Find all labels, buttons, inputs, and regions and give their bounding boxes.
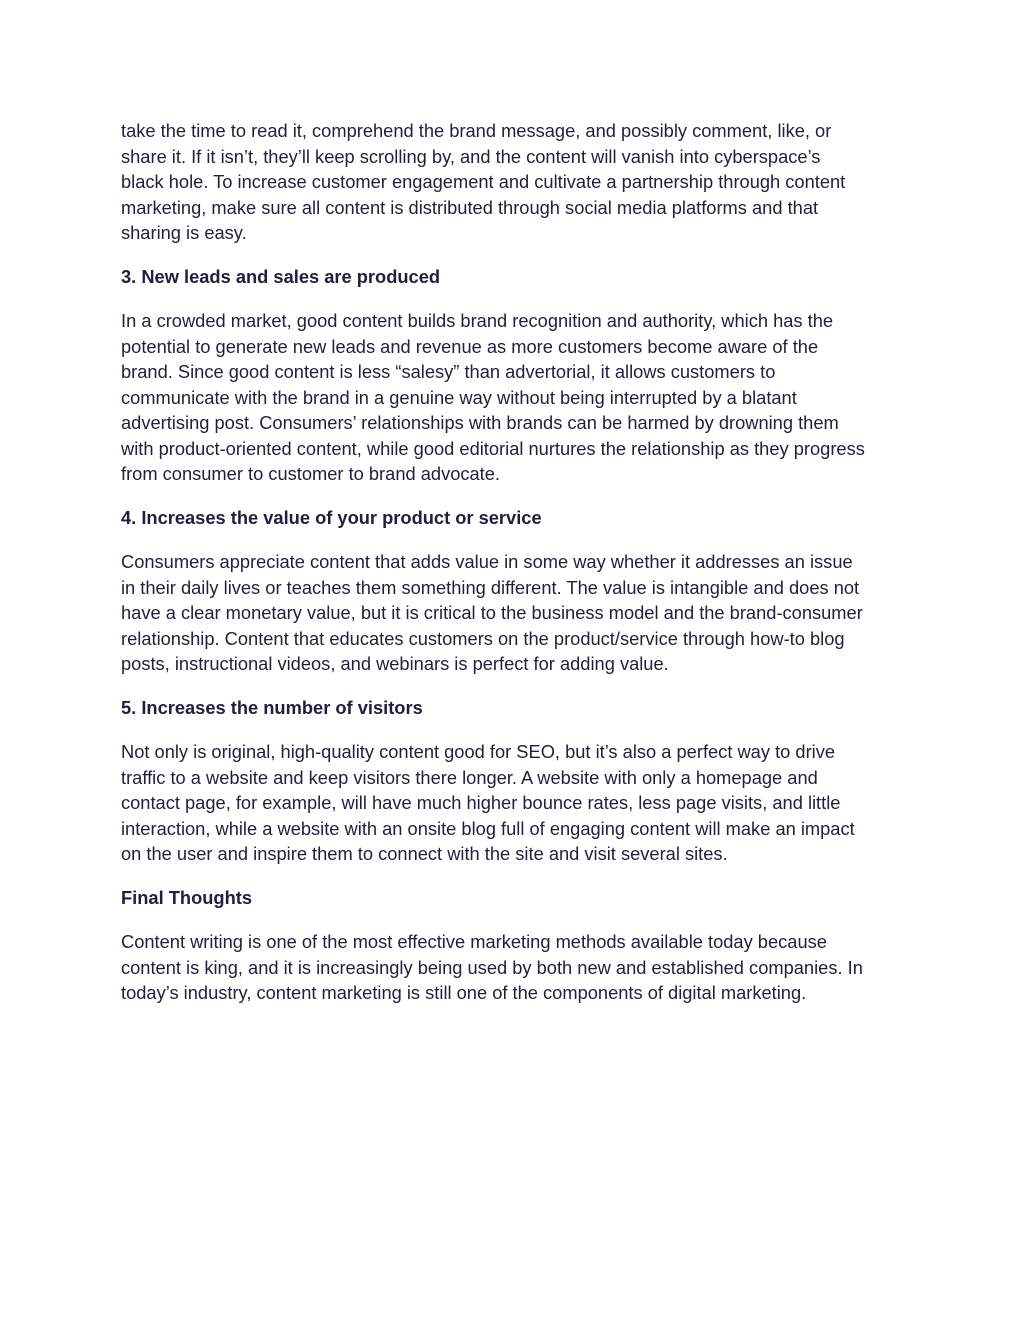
text-line: traffic to a website and keep visitors there longer. A website with only a homepage and bbox=[121, 766, 818, 788]
text-line: interaction, while a website with an onsite blog full of engaging content will make an impact bbox=[121, 817, 855, 839]
text-line: advertising post. Consumers’ relationships with brands can be harmed by drowning them bbox=[121, 412, 839, 433]
paragraph-final-thoughts bbox=[121, 929, 911, 1006]
text-line: communicate with the brand in a genuine way without being interrupted by a blatant bbox=[121, 386, 797, 408]
heading-text: Final Thoughts bbox=[121, 887, 252, 908]
text-line: relationship. Content that educates customers on the product/service through how-to blog bbox=[121, 627, 845, 649]
text-line: posts, instructional videos, and webinars is perfect for adding value. bbox=[121, 653, 669, 674]
text-line: sharing is easy. bbox=[121, 222, 247, 243]
document-body bbox=[121, 118, 911, 1024]
text-line: from consumer to customer to brand advocate. bbox=[121, 463, 501, 484]
section-heading-final-thoughts bbox=[121, 885, 911, 911]
heading-text: 4. Increases the value of your product or service bbox=[121, 507, 542, 528]
paragraph-intro-continued bbox=[121, 118, 911, 246]
text-line: today’s industry, content marketing is still one of the components of digital marketing. bbox=[121, 982, 807, 1003]
text-line: have a clear monetary value, but it is critical to the business model and the brand-consumer bbox=[121, 602, 863, 623]
text-line: black hole. To increase customer engagement and cultivate a partnership through content bbox=[121, 171, 846, 192]
heading-text: 3. New leads and sales are produced bbox=[121, 266, 441, 287]
text-line: contact page, for example, will have much higher bounce rates, less page visits, and little bbox=[121, 792, 841, 813]
text-line: content is king, and it is increasingly being used by both new and established companies. In bbox=[121, 956, 863, 978]
text-line: marketing, make sure all content is distributed through social media platforms and that bbox=[121, 196, 819, 218]
text-line: take the time to read it, comprehend the brand message, and possibly comment, like, or bbox=[121, 120, 832, 141]
section-heading-value bbox=[121, 505, 911, 531]
text-line: In a crowded market, good content builds brand recognition and authority, which has the bbox=[121, 310, 834, 331]
section-heading-new-leads bbox=[121, 264, 911, 290]
text-line: Not only is original, high-quality content good for SEO, but it’s also a perfect way to drive bbox=[121, 741, 836, 762]
text-line: potential to generate new leads and revenue as more customers become aware of the bbox=[121, 335, 819, 357]
text-line: with product-oriented content, while good editorial nurtures the relationship as they progress bbox=[121, 437, 865, 459]
text-line: in their daily lives or teaches them something different. The value is intangible and does not bbox=[121, 576, 860, 598]
text-line: on the user and inspire them to connect with the site and visit several sites. bbox=[121, 843, 728, 864]
text-line: brand. Since good content is less “salesy” than advertorial, it allows customers to bbox=[121, 361, 776, 382]
text-line: share it. If it isn’t, they’ll keep scrolling by, and the content will vanish into cyberspace’s bbox=[121, 145, 821, 167]
heading-text: 5. Increases the number of visitors bbox=[121, 697, 423, 718]
paragraph-value bbox=[121, 549, 911, 677]
paragraph-visitors bbox=[121, 739, 911, 867]
text-line: Consumers appreciate content that adds value in some way whether it addresses an issue bbox=[121, 551, 853, 572]
section-heading-visitors bbox=[121, 695, 911, 721]
paragraph-new-leads bbox=[121, 308, 911, 487]
text-line: Content writing is one of the most effective marketing methods available today because bbox=[121, 931, 827, 952]
